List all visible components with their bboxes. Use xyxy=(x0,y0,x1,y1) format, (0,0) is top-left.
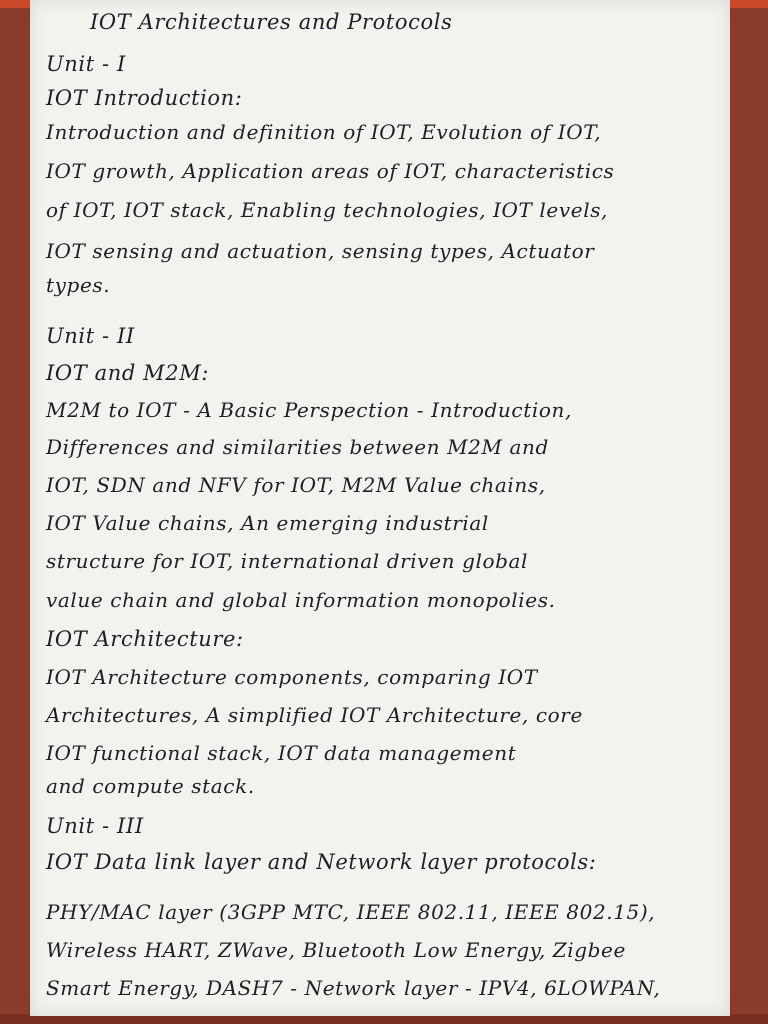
text-line: structure for IOT, international driven global xyxy=(46,549,529,573)
text-line: Introduction and definition of IOT, Evolution of IOT, xyxy=(46,120,602,144)
text-line: M2M to IOT - A Basic Perspection - Introduction, xyxy=(46,398,572,422)
text-line: PHY/MAC layer (3GPP MTC, IEEE 802.11, IEEE 802.15), xyxy=(46,900,656,924)
text-line: of IOT, IOT stack, Enabling technologies, IOT levels, xyxy=(46,198,609,222)
section-heading-iot-data-link-layer: IOT Data link layer and Network layer protocols: xyxy=(46,850,597,874)
text-line: Architectures, A simplified IOT Architecture, core xyxy=(46,703,583,727)
text-line: IOT Architecture components, comparing IOT xyxy=(46,665,538,689)
text-line: value chain and global information monopolies. xyxy=(46,588,556,612)
text-line: IOT, SDN and NFV for IOT, M2M Value chains, xyxy=(46,473,546,497)
text-line: Wireless HART, ZWave, Bluetooth Low Energy, Zigbee xyxy=(46,938,626,962)
text-line: IOT functional stack, IOT data management xyxy=(46,741,517,765)
notebook-page xyxy=(30,0,730,1016)
text-line: IOT sensing and actuation, sensing types, Actuator xyxy=(46,239,595,263)
section-heading-iot-introduction: IOT Introduction: xyxy=(46,86,243,110)
text-line: Smart Energy, DASH7 - Network layer - IPV4, 6LOWPAN, xyxy=(46,976,661,1000)
section-heading-iot-architecture: IOT Architecture: xyxy=(46,627,244,651)
unit-2-heading: Unit - II xyxy=(46,324,135,348)
text-line: IOT Value chains, An emerging industrial xyxy=(46,511,489,535)
text-line: and compute stack. xyxy=(46,774,255,798)
text-line: Differences and similarities between M2M and xyxy=(46,435,549,459)
text-line: types. xyxy=(46,273,111,297)
unit-1-heading: Unit - I xyxy=(46,52,126,76)
unit-3-heading: Unit - III xyxy=(46,814,144,838)
page-title: IOT Architectures and Protocols xyxy=(90,10,453,34)
text-line: IOT growth, Application areas of IOT, characteristics xyxy=(46,159,615,183)
section-heading-iot-and-m2m: IOT and M2M: xyxy=(46,361,209,385)
